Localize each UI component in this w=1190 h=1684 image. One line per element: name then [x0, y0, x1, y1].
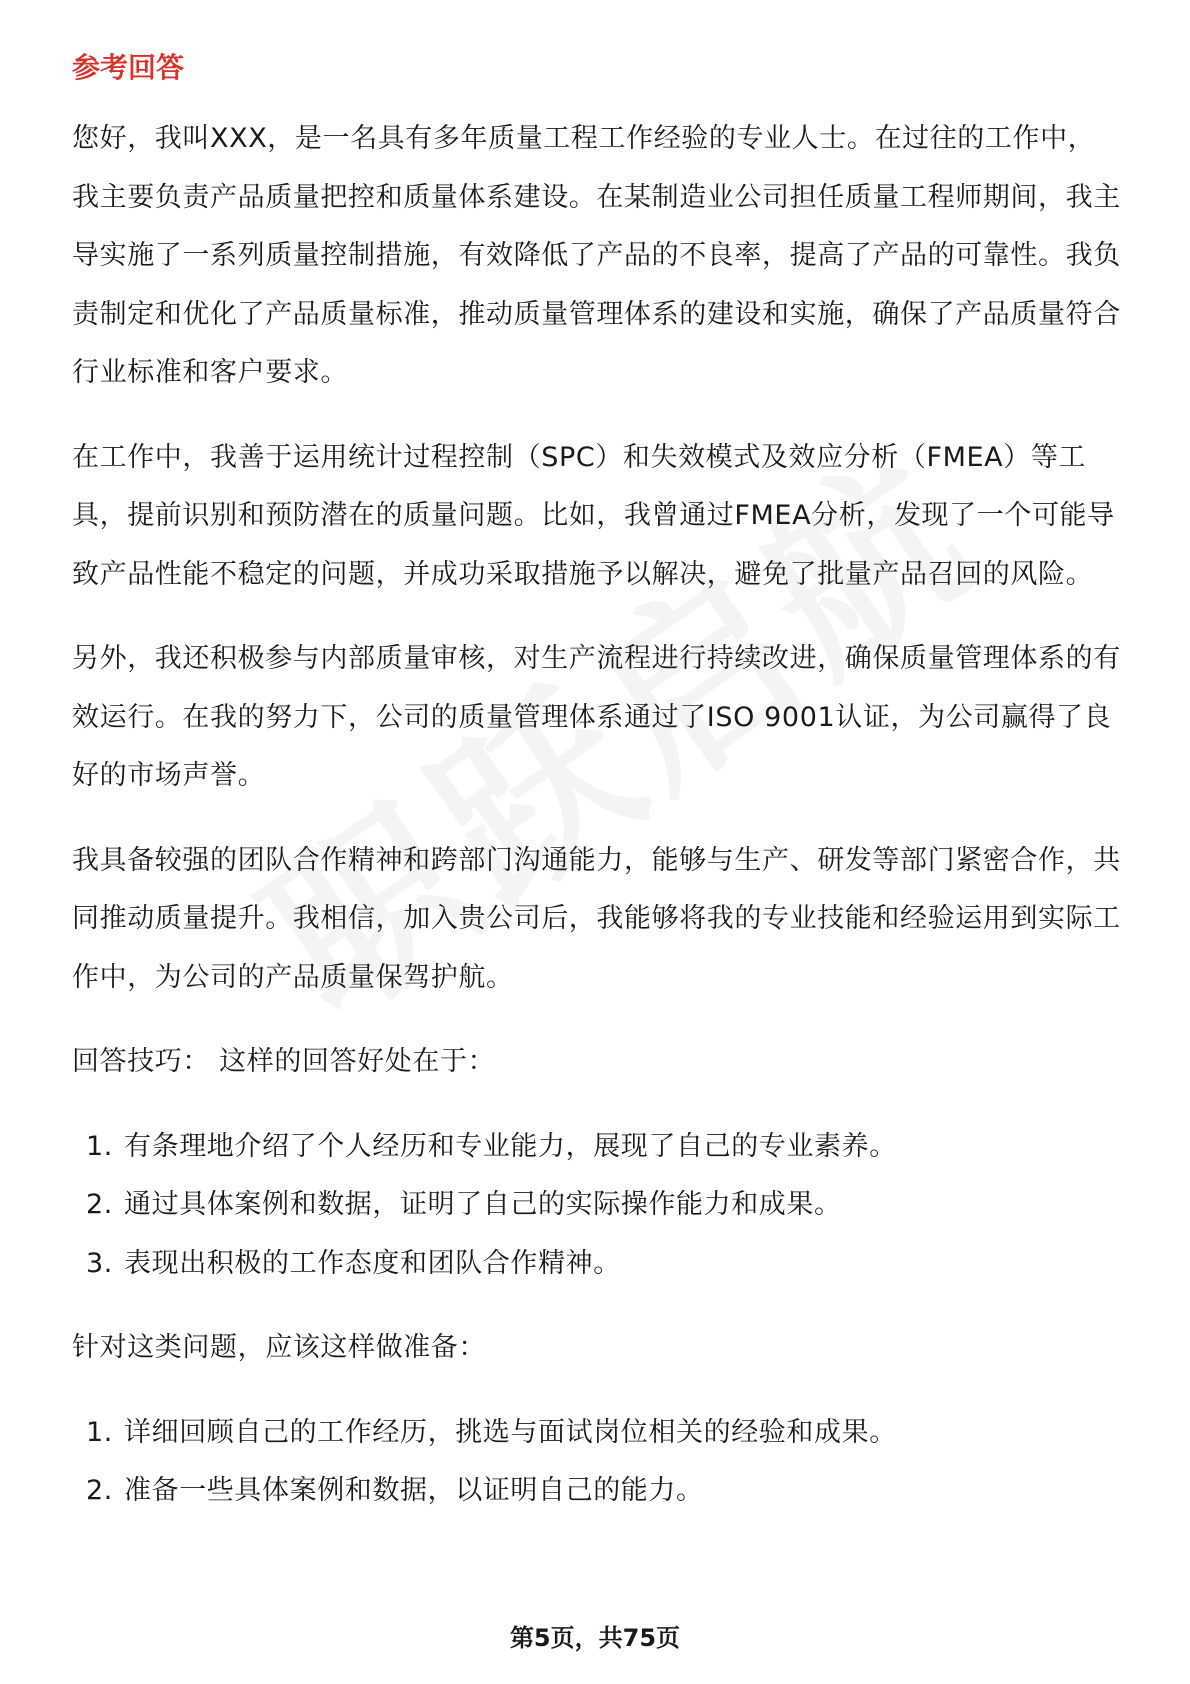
paragraph-tools: 在工作中，我善于运用统计过程控制（SPC）和失效模式及效应分析（FMEA）等工具，提前识别和预防潜在的质量问题。比如，我曾通过FMEA分析，发现了一个可能导致产品性能不稳定的问题，并成功采取措施予以解决，避免了批量产品召回的风险。: [72, 441, 1115, 590]
list-item-number: 1.: [86, 1416, 113, 1448]
list-item-number: 1.: [86, 1130, 113, 1162]
list-item-text: 表现出积极的工作态度和团队合作精神。: [124, 1247, 621, 1279]
paragraph-intro: 您好，我叫XXX，是一名具有多年质量工程工作经验的专业人士。在过往的工作中，我主要负责产品质量把控和质量体系建设。在某制造业公司担任质量工程师期间，我主导实施了一系列质量控制措施，有效降低了产品的不良率，提高了产品的可靠性。我负责制定和优化了产品质量标准，推动质量管理体系的建设和实施，确保了产品质量符合行业标准和客户要求。: [72, 123, 1121, 388]
page-footer: 第5页，共75页: [509, 1624, 681, 1652]
list-item-number: 3.: [86, 1247, 113, 1279]
section-title: 参考回答: [72, 51, 185, 84]
content-area: [72, 48, 1122, 1547]
list-item-text: 通过具体案例和数据，证明了自己的实际操作能力和成果。: [124, 1189, 842, 1220]
list-item-number: 2.: [86, 1189, 113, 1220]
list-item: [72, 1118, 1122, 1177]
list-item: [72, 1176, 1122, 1235]
list-item: [72, 1462, 1122, 1521]
list-item-number: 2.: [86, 1475, 113, 1506]
list-item: [72, 1404, 1122, 1463]
paragraph-audit: 另外，我还积极参与内部质量审核，对生产流程进行持续改进，确保质量管理体系的有效运行。在我的努力下，公司的质量管理体系通过了ISO 9001认证，为公司赢得了良好的市场声誉。: [72, 643, 1121, 791]
prep-heading: 针对这类问题，应该这样做准备：: [72, 1332, 486, 1363]
list-item-text: 有条理地介绍了个人经历和专业能力，展现了自己的专业素养。: [124, 1130, 897, 1162]
list-item-text: 详细回顾自己的工作经历，挑选与面试岗位相关的经验和成果。: [124, 1416, 897, 1448]
list-item-text: 准备一些具体案例和数据，以证明自己的能力。: [124, 1475, 704, 1506]
tips-list: [72, 1118, 1122, 1294]
tips-heading: 回答技巧： 这样的回答好处在于：: [72, 1046, 496, 1077]
prep-list: [72, 1404, 1122, 1521]
paragraph-teamwork: 我具备较强的团队合作精神和跨部门沟通能力，能够与生产、研发等部门紧密合作，共同推动质量提升。我相信，加入贵公司后，我能够将我的专业技能和经验运用到实际工作中，为公司的产品质量保驾护航。: [72, 844, 1121, 993]
list-item: [72, 1235, 1122, 1294]
